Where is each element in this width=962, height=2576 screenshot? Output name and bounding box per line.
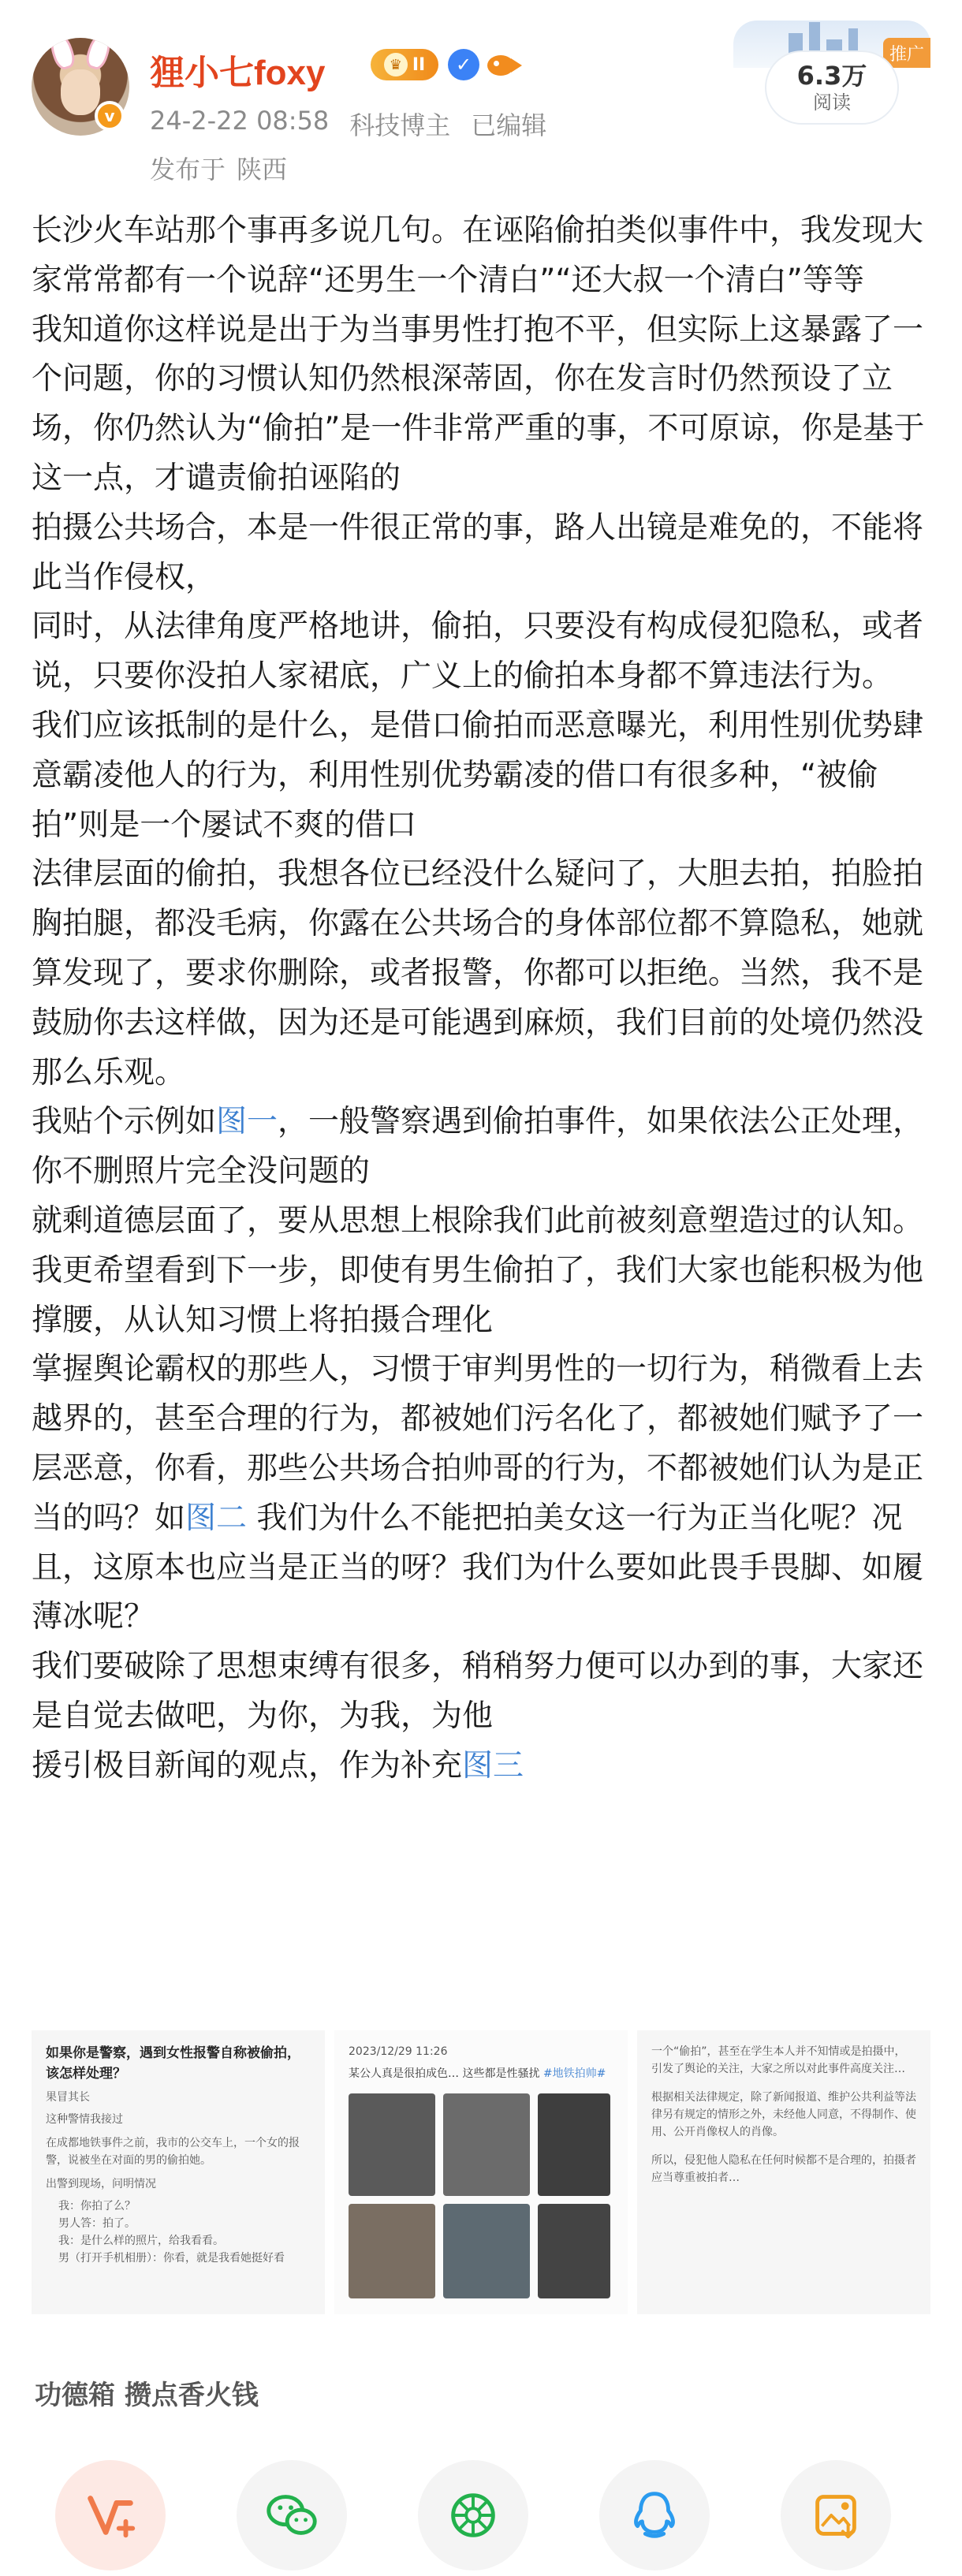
image-link-3[interactable]: 图三 <box>462 1747 524 1784</box>
paragraph: 就剩道德层面了，要从思想上根除我们此前被刻意塑造过的认知。我更希望看到下一步，即使有男生偷拍了，我们大家也能积极为他撑腰，从认知习惯上将拍摄合理化 <box>32 1202 924 1338</box>
post-image-3[interactable] <box>637 2030 930 2314</box>
repost-button[interactable] <box>55 2460 166 2570</box>
read-label: 阅读 <box>813 91 851 114</box>
share-bar <box>0 2421 962 2576</box>
post-image-2[interactable] <box>334 2030 628 2314</box>
author-category[interactable]: 科技博主 <box>349 110 451 140</box>
avatar-face <box>61 69 100 115</box>
promo-tag[interactable]: 推广 <box>883 38 930 68</box>
moments-share-button[interactable] <box>418 2460 528 2570</box>
verified-v-badge-icon: v <box>95 101 125 131</box>
paragraph: 拍摄公共场合，本是一件很正常的事，路人出镜是难免的，不能将此当作侵权， <box>32 509 924 595</box>
image-link-1[interactable]: 图一 <box>216 1104 278 1140</box>
member-level-badge[interactable] <box>371 49 438 80</box>
image3-text: 所以，侵犯他人隐私在任何时候都不是合理的，拍摄者应当尊重被拍者… <box>651 2154 916 2184</box>
post-image-1[interactable] <box>32 2030 325 2314</box>
post-body <box>32 207 934 1791</box>
image1-author: 果冒其长 <box>46 2091 90 2104</box>
paragraph: 我们应该抵制的是什么，是借口偷拍而恶意曝光，利用性别优势肆意霸凌他人的行为，利用性别优势霸凌的借口有很多种，“被偷拍”则是一个屡试不爽的借口 <box>32 707 924 843</box>
paragraph: 法律层面的偷拍，我想各位已经没什么疑问了，大胆去拍，拍脸拍胸拍腿，都没毛病，你露在公共场合的身体部位都不算隐私，她就算发现了，要求你删除，或者报警，你都可以拒绝。当然，我不是鼓励你去这样做，因为还是可能遇到麻烦，我们目前的处境仍然没那么乐观。 <box>32 856 924 1090</box>
image1-dialog: 我：是什么样的照片，给我看看。 <box>58 2235 224 2247</box>
member-level-text: II <box>412 54 426 75</box>
post-location <box>150 150 287 186</box>
wechat-icon <box>261 2485 323 2546</box>
bunny-ear-right-icon <box>84 38 114 72</box>
paragraph-text: 我们为什么不能把拍美女这一行为正当化呢？况且，这原本也应当是正当的呀？我们为什么要如此畏手畏脚、如履薄冰呢？ <box>32 1500 924 1635</box>
paragraph-text: 我贴个示例如 <box>32 1104 217 1140</box>
photo-thumbnail <box>443 2204 530 2298</box>
crown-icon: ♛ <box>384 53 408 76</box>
image1-subtitle: 这种警情我接过 <box>46 2113 123 2126</box>
qq-icon <box>624 2485 685 2546</box>
image3-text: 一个“偷拍”，甚至在学生本人并不知情或是拍摄中，引发了舆论的关注，大家之所以对此事件高度关注… <box>651 2045 906 2075</box>
fish-icon[interactable] <box>484 49 524 80</box>
author-name[interactable]: 狸小七foxy <box>150 54 326 92</box>
paragraph: 同时，从法律角度严格地讲，偷拍，只要没有构成侵犯隐私，或者说，只要你没拍人家裙底，广义上的偷拍本身都不算违法行为。 <box>32 609 924 695</box>
read-count-pill <box>765 50 899 125</box>
photo-thumbnail <box>538 2204 610 2298</box>
photo-thumbnail <box>349 2204 435 2298</box>
paragraph-text: ，一般警察遇到偷拍事件，如果依法公正处理，你不删照片完全没问题的 <box>32 1104 924 1190</box>
post-timestamp: 24-2-22 08:58 <box>150 106 330 136</box>
post-header <box>0 0 962 189</box>
location-name: 陕西 <box>237 155 288 185</box>
paragraph <box>32 1345 934 1642</box>
location-prefix: 发布于 <box>150 155 226 185</box>
paragraph-text: 掌握舆论霸权的那些人，习惯于审判男性的一切行为，稍微看上去越界的，甚至合理的行为，都被她们污名化了，都被她们赋予了一层恶意，你看，那些公共场合拍帅哥的行为，不都被她们认为是正当的吗？如 <box>32 1351 924 1536</box>
image1-dialog: 男（打开手机相册）：你看，就是我看她挺好看 <box>58 2252 285 2265</box>
paragraph <box>32 1742 934 1791</box>
bunny-ear-left-icon <box>47 38 78 72</box>
image2-date: 2023/12/29 11:26 <box>349 2045 448 2058</box>
photo-thumbnail <box>349 2093 435 2196</box>
qq-share-button[interactable] <box>599 2460 710 2570</box>
repost-icon <box>80 2485 141 2546</box>
photo-thumbnail <box>443 2093 530 2196</box>
image-link-2[interactable]: 图二 <box>185 1500 248 1536</box>
moments-icon <box>442 2485 504 2546</box>
save-image-button[interactable] <box>781 2460 891 2570</box>
image1-title: 如果你是警察，遇到女性报警自称被偷拍，该怎样处理？ <box>46 2045 300 2082</box>
image2-title-row <box>349 2065 613 2082</box>
image3-text: 根据相关法律规定，除了新闻报道、维护公共利益等法律另有规定的情形之外，未经他人同意，不得制作、使用、公开肖像权人的肖像。 <box>651 2091 916 2138</box>
post-meta <box>150 106 546 142</box>
paragraph: 我知道你这样说是出于为当事男性打抱不平，但实际上这暴露了一个问题，你的习惯认知仍然根深蒂固，你在发言时仍然预设了立场，你仍然认为“偷拍”是一件非常严重的事，不可原谅，你是基于这一点，才谴责偷拍诬陷的 <box>32 311 925 496</box>
post-images <box>32 2030 930 2314</box>
photo-thumbnail <box>538 2093 610 2196</box>
edited-label[interactable]: 已编辑 <box>471 110 547 140</box>
image2-title: 某公人真是很拍成色… 这些都是性骚扰 <box>349 2067 540 2080</box>
image2-tag: #地铁拍帅# <box>543 2067 606 2080</box>
merit-box[interactable]: 功德箱 攒点香火钱 <box>35 2380 259 2411</box>
save-image-icon <box>805 2485 867 2546</box>
wechat-share-button[interactable] <box>237 2460 347 2570</box>
image1-line: 在成都地铁事件之前，我市的公交车上，一个女的报警，说被坐在对面的男的偷拍她。 <box>46 2137 300 2167</box>
paragraph: 长沙火车站那个事再多说几句。在诬陷偷拍类似事件中，我发现大家常常都有一个说辞“还男生一个清白”“还大叔一个清白”等等 <box>32 213 924 298</box>
image1-dialog: 男人答：拍了。 <box>58 2217 136 2230</box>
promo-read-count[interactable] <box>733 14 930 117</box>
blue-verify-icon[interactable]: ✓ <box>448 49 479 80</box>
image1-line: 出警到现场，问明情况 <box>46 2178 156 2190</box>
read-count: 6.3万 <box>796 61 867 91</box>
image1-dialog: 我：你拍了么？ <box>58 2200 136 2213</box>
paragraph-text: 援引极目新闻的观点，作为补充 <box>32 1747 463 1784</box>
paragraph: 我们要破除了思想束缚有很多，稍稍努力便可以办到的事，大家还是自觉去做吧，为你，为我，为他 <box>32 1649 924 1734</box>
paragraph <box>32 1098 934 1197</box>
